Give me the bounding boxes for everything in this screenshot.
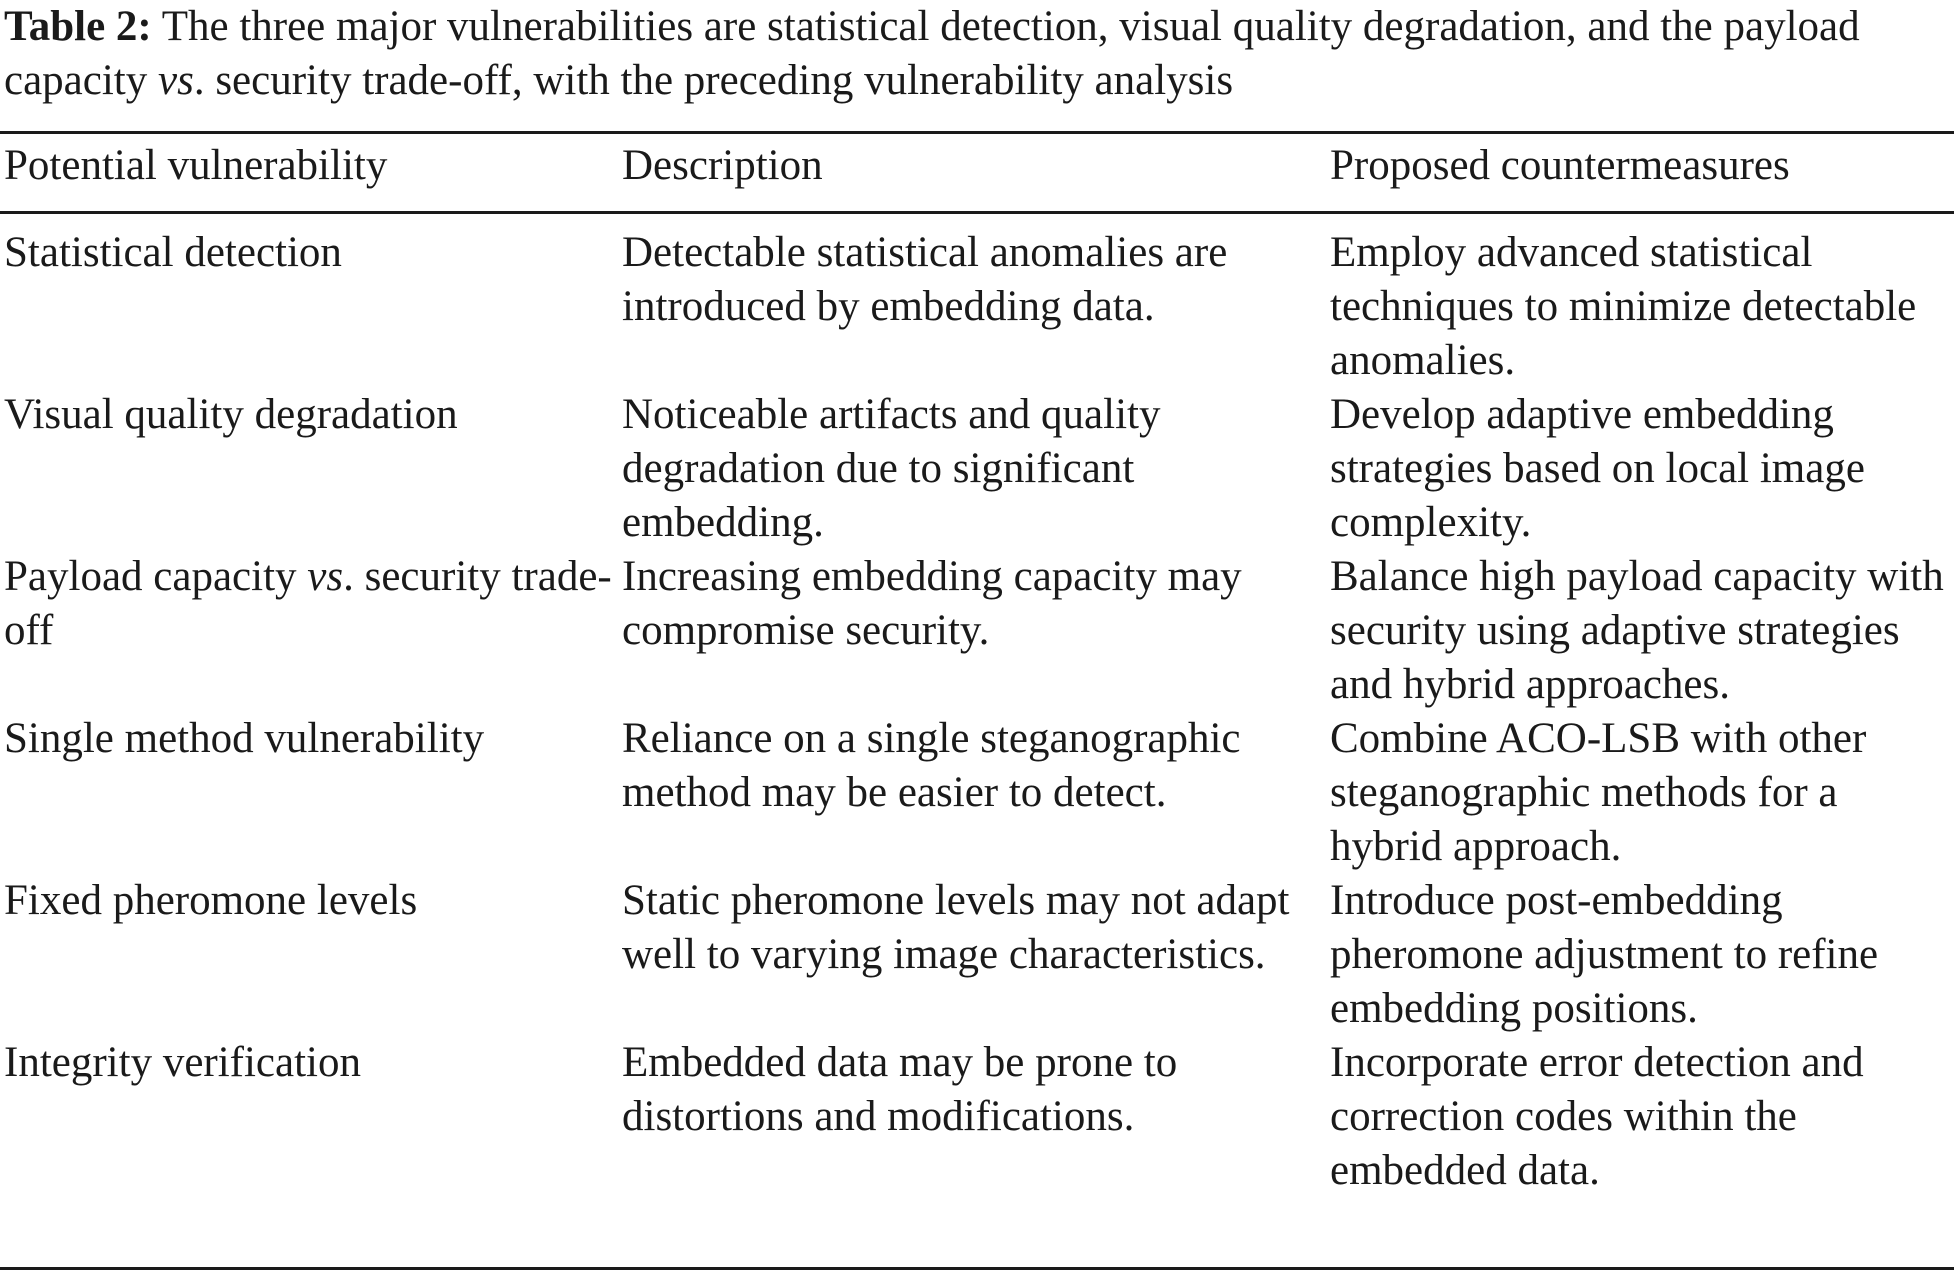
caption-text-end: . security trade-off, with the preceding vulnerability analysis [193,57,1234,104]
cell-vulnerability: Integrity verification [4,1039,361,1086]
table-top-rule [0,131,1954,134]
cell-countermeasure: Combine ACO-LSB with other steganographic methods for a hybrid approach. [1330,715,1867,870]
caption-text: The three major vulnerabilities are statistical detection, visual quality degradation, and the payload capacity [4,3,1860,104]
cell-description: Detectable statistical anomalies are introduced by embedding data. [622,229,1228,330]
cell-description: Static pheromone levels may not adapt well to varying image characteristics. [622,877,1290,978]
caption-italic: vs [158,57,194,104]
table-row [0,874,1954,1036]
table-header-row [0,139,1954,217]
header-description: Description [622,142,823,189]
cell-countermeasure: Introduce post-embedding pheromone adjustment to refine embedding positions. [1330,877,1879,1032]
cell-vulnerability-italic: vs [307,553,344,600]
cell-description: Noticeable artifacts and quality degradation due to significant embedding. [622,391,1161,546]
cell-vulnerability: Fixed pheromone levels [4,877,418,924]
cell-vulnerability-pre: Payload capacity [4,553,308,600]
cell-vulnerability: Statistical detection [4,229,342,276]
table-caption [4,0,1952,108]
cell-vulnerability: Visual quality degradation [4,391,458,438]
table-bottom-rule [0,1267,1954,1270]
vulnerability-table [0,139,1954,1198]
cell-countermeasure: Employ advanced statistical techniques to minimize detectable anomalies. [1330,229,1917,384]
cell-vulnerability [0,550,618,712]
cell-countermeasure: Balance high payload capacity with security using adaptive strategies and hybrid approaches. [1330,553,1944,708]
cell-vulnerability: Single method vulnerability [4,715,485,762]
header-vulnerability: Potential vulnerability [4,142,388,189]
table-row [0,388,1954,550]
table-row [0,1036,1954,1198]
caption-label: Table 2: [4,3,152,50]
table-row [0,217,1954,388]
cell-countermeasure: Incorporate error detection and correction codes within the embedded data. [1330,1039,1864,1194]
cell-description: Reliance on a single steganographic method may be easier to detect. [622,715,1241,816]
cell-description: Embedded data may be prone to distortions and modifications. [622,1039,1178,1140]
header-countermeasures: Proposed countermeasures [1330,142,1790,189]
cell-description: Increasing embedding capacity may compromise security. [622,553,1242,654]
cell-countermeasure: Develop adaptive embedding strategies based on local image complexity. [1330,391,1865,546]
cell-vulnerability-post: . security trade-off [4,553,612,654]
table-row [0,550,1954,712]
table-row [0,712,1954,874]
